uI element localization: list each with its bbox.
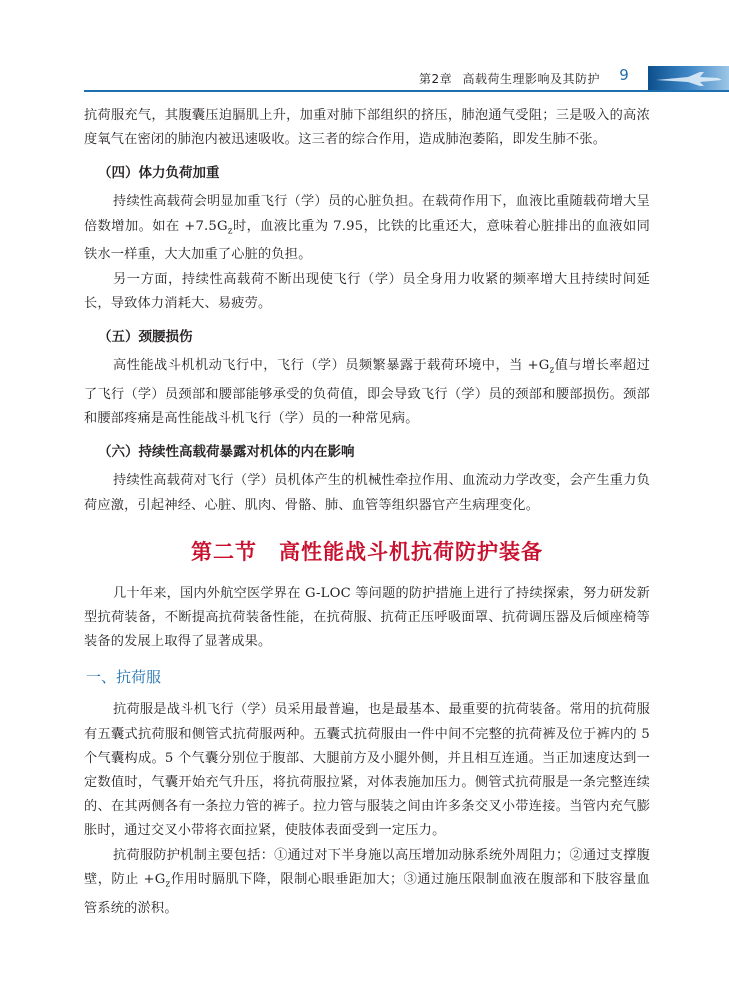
chapter-title: 高载荷生理影响及其防护 [462, 72, 600, 86]
paragraph: 抗荷服是战斗机飞行（学）员采用最普遍，也是最基本、最重要的抗荷装备。常用的抗荷服有五囊式抗荷服和侧管式抗荷服两种。五囊式抗荷服由一件中间不完整的抗荷裤及位于裤内的 5 个气囊构成。5 个气囊分别位于腹部、大腿前方及小腿外侧，并且相互连通。当正加速度达到一定数值时，气囊开始充气升压，将抗荷服拉紧，对体表施加压力。侧管式抗荷服是一条完整连续的、在其两侧各有一条拉力管的裤子。拉力管与服装之间由许多条交叉小带连接。当管内充气膨胀时，通过交叉小带将衣面拉紧，使肢体表面受到一定压力。 [84, 702, 650, 839]
jet-banner-image [648, 66, 729, 90]
page-body [84, 104, 650, 921]
page-number: 9 [619, 66, 629, 84]
paragraph: 高性能战斗机机动飞行中，飞行（学）员频繁暴露于载荷环境中，当 $+G_z$值与增长率超过了飞行（学）员颈部和腰部能够承受的负荷值，即会导致飞行（学）员的颈部和腰部损伤。颈部和腰部疼痛是高性能战斗机飞行（学）员的一种常见病。 [84, 358, 650, 427]
subheading: （四）体力负荷加重 [98, 165, 220, 182]
chapter-number: 第2章 [419, 72, 453, 86]
subheading: （六）持续性高载荷暴露对机体的内在影响 [98, 444, 355, 461]
paragraph: 另一方面，持续性高载荷不断出现使飞行（学）员全身用力收紧的频率增大且持续时间延长，导致体力消耗大、易疲劳。 [84, 271, 650, 311]
heading-level1: 一、抗荷服 [86, 668, 162, 687]
header-rule [84, 90, 729, 92]
paragraph: 持续性高载荷会明显加重飞行（学）员的心脏负担。在载荷作用下，血液比重随载荷增大呈倍数增加。如在 $+7.5G_z$时，血液比重为 7.95，比铁的比重还大，意味着心脏排出的血液如同铁水一样重，大大加重了心脏的负担。 [84, 194, 650, 263]
subheading: （五）颈腰损伤 [98, 329, 193, 346]
paragraph: 抗荷服充气，其腹囊压迫膈肌上升，加重对肺下部组织的挤压，肺泡通气受阻；三是吸入的高浓度氧气在密闭的肺泡内被迅速吸收。这三者的综合作用，造成肺泡萎陷，即发生肺不张。 [84, 108, 650, 148]
fighter-jet-icon [648, 66, 729, 90]
running-header [360, 70, 600, 87]
paragraph: 持续性高载荷对飞行（学）员机体产生的机械性牵拉作用、血流动力学改变，会产生重力负荷应激，引起神经、心脏、肌肉、骨骼、肺、血管等组织器官产生病理变化。 [84, 473, 650, 513]
section-title: 第二节 高性能战斗机抗荷防护装备 [191, 538, 543, 564]
paragraph: 抗荷服防护机制主要包括：①通过对下半身施以高压增加动脉系统外周阻力；②通过支撑腹壁，防止 $+G_z$作用时膈肌下降，限制心眼垂距加大；③通过施压限制血液在腹部和下肢容量血管系统的淤积。 [84, 847, 650, 916]
paragraph: 几十年来，国内外航空医学界在 G-LOC 等问题的防护措施上进行了持续探索，努力研发新型抗荷装备，不断提高抗荷装备性能，在抗荷服、抗荷正压呼吸面罩、抗荷调压器及后倾座椅等装备的发展上取得了显著成果。 [84, 585, 650, 650]
